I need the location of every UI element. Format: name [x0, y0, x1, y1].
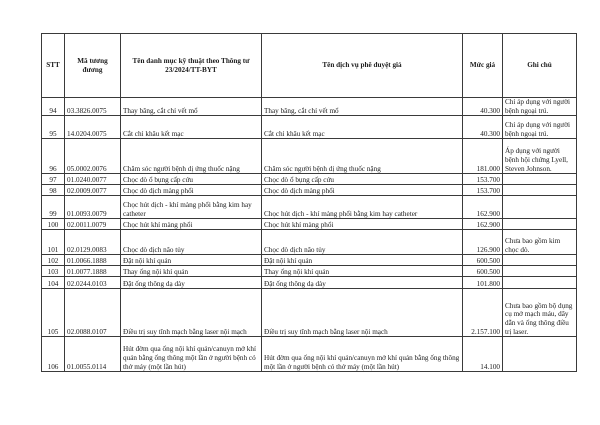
cell-stt: 105 — [42, 289, 65, 337]
cell-price: 162.900 — [463, 219, 503, 230]
cell-price: 101.800 — [463, 277, 503, 289]
cell-price: 181.000 — [463, 139, 503, 174]
cell-note: Chưa bao gồm bộ dụng cụ mở mạch máu, dây dẫn và ống thông điều trị laser. — [503, 289, 577, 337]
table-row — [42, 266, 577, 277]
cell-service: Thay ống nội khí quản — [262, 266, 463, 277]
cell-stt: 101 — [42, 230, 65, 255]
cell-technique: Thay băng, cắt chỉ vết mổ — [121, 98, 262, 116]
cell-code: 02.0129.0083 — [65, 230, 121, 255]
cell-technique: Thay ống nội khí quản — [121, 266, 262, 277]
cell-note: Chỉ áp dụng với người bệnh ngoại trú. — [503, 116, 577, 139]
cell-technique: Chọc hút khí màng phổi — [121, 219, 262, 230]
cell-stt: 94 — [42, 98, 65, 116]
cell-technique: Cắt chỉ khâu kết mạc — [121, 116, 262, 139]
header-price: Mức giá — [463, 34, 503, 98]
cell-technique: Đặt ống thông dạ dày — [121, 277, 262, 289]
header-service: Tên dịch vụ phê duyệt giá — [262, 34, 463, 98]
cell-note — [503, 337, 577, 372]
table-row — [42, 174, 577, 185]
table-row — [42, 255, 577, 266]
cell-technique: Đặt nội khí quản — [121, 255, 262, 266]
cell-code: 02.0011.0079 — [65, 219, 121, 230]
cell-code: 01.0055.0114 — [65, 337, 121, 372]
cell-price: 14.100 — [463, 337, 503, 372]
table-header-row — [42, 34, 577, 98]
cell-stt: 99 — [42, 196, 65, 219]
cell-service: Chăm sóc người bệnh dị ứng thuốc nặng — [262, 139, 463, 174]
cell-stt: 103 — [42, 266, 65, 277]
cell-service: Đặt nội khí quản — [262, 255, 463, 266]
cell-price: 162.900 — [463, 196, 503, 219]
cell-technique: Điều trị suy tĩnh mạch bằng laser nội mạch — [121, 289, 262, 337]
cell-technique: Hút đờm qua ống nội khí quản/canuyn mở khí quản bằng ống thông một lần ở người bệnh có thở máy (một lần hút) — [121, 337, 262, 372]
header-note: Ghi chú — [503, 34, 577, 98]
table-row — [42, 277, 577, 289]
header-technique: Tên danh mục kỹ thuật theo Thông tư 23/2024/TT-BYT — [121, 34, 262, 98]
cell-service: Chọc hút dịch - khí màng phổi bằng kim hay catheter — [262, 196, 463, 219]
cell-note — [503, 266, 577, 277]
cell-price: 40.300 — [463, 98, 503, 116]
cell-note — [503, 185, 577, 196]
cell-code: 01.0066.1888 — [65, 255, 121, 266]
cell-price: 600.500 — [463, 255, 503, 266]
table-row — [42, 196, 577, 219]
cell-technique: Chọc dò dịch não tủy — [121, 230, 262, 255]
cell-price: 126.900 — [463, 230, 503, 255]
cell-stt: 97 — [42, 174, 65, 185]
cell-service: Điều trị suy tĩnh mạch bằng laser nội mạch — [262, 289, 463, 337]
cell-technique: Chọc dò dịch màng phổi — [121, 185, 262, 196]
cell-service: Chọc dò ổ bụng cấp cứu — [262, 174, 463, 185]
table-row — [42, 230, 577, 255]
header-code: Mã tương đương — [65, 34, 121, 98]
cell-stt: 95 — [42, 116, 65, 139]
cell-service: Thay băng, cắt chỉ vết mổ — [262, 98, 463, 116]
cell-note — [503, 277, 577, 289]
table-row — [42, 219, 577, 230]
cell-stt: 100 — [42, 219, 65, 230]
cell-code: 03.3826.0075 — [65, 98, 121, 116]
price-table — [41, 33, 577, 372]
cell-code: 05.0002.0076 — [65, 139, 121, 174]
cell-technique: Chăm sóc người bệnh dị ứng thuốc nặng — [121, 139, 262, 174]
cell-service: Đặt ống thông dạ dày — [262, 277, 463, 289]
table-row — [42, 116, 577, 139]
cell-code: 02.0088.0107 — [65, 289, 121, 337]
cell-price: 2.157.100 — [463, 289, 503, 337]
cell-code: 14.0204.0075 — [65, 116, 121, 139]
cell-stt: 104 — [42, 277, 65, 289]
table-row — [42, 185, 577, 196]
cell-technique: Chọc hút dịch - khí màng phổi bằng kim hay catheter — [121, 196, 262, 219]
cell-stt: 106 — [42, 337, 65, 372]
cell-note — [503, 174, 577, 185]
cell-price: 600.500 — [463, 266, 503, 277]
cell-code: 01.0093.0079 — [65, 196, 121, 219]
cell-stt: 98 — [42, 185, 65, 196]
table-row — [42, 289, 577, 337]
cell-service: Chọc dò dịch màng phổi — [262, 185, 463, 196]
cell-service: Hút đờm qua ống nội khí quản/canuyn mở khí quản bằng ống thông một lần ở người bệnh có thở máy (một lần hút) — [262, 337, 463, 372]
cell-code: 01.0077.1888 — [65, 266, 121, 277]
header-stt: STT — [42, 34, 65, 98]
table-row — [42, 337, 577, 372]
cell-price: 153.700 — [463, 174, 503, 185]
cell-note: Chưa bao gồm kim chọc dò. — [503, 230, 577, 255]
cell-price: 40.300 — [463, 116, 503, 139]
cell-note — [503, 196, 577, 219]
cell-service: Chọc dò dịch não tủy — [262, 230, 463, 255]
cell-note: Chỉ áp dụng với người bệnh ngoại trú. — [503, 98, 577, 116]
cell-note — [503, 219, 577, 230]
cell-service: Cắt chỉ khâu kết mạc — [262, 116, 463, 139]
cell-service: Chọc hút khí màng phổi — [262, 219, 463, 230]
cell-note: Áp dụng với người bệnh hội chứng Lyell, Steven Johnson. — [503, 139, 577, 174]
cell-note — [503, 255, 577, 266]
table-row — [42, 139, 577, 174]
cell-stt: 102 — [42, 255, 65, 266]
cell-code: 02.0244.0103 — [65, 277, 121, 289]
table-row — [42, 98, 577, 116]
cell-price: 153.700 — [463, 185, 503, 196]
cell-technique: Chọc dò ổ bụng cấp cứu — [121, 174, 262, 185]
cell-code: 02.0009.0077 — [65, 185, 121, 196]
cell-stt: 96 — [42, 139, 65, 174]
cell-code: 01.0240.0077 — [65, 174, 121, 185]
